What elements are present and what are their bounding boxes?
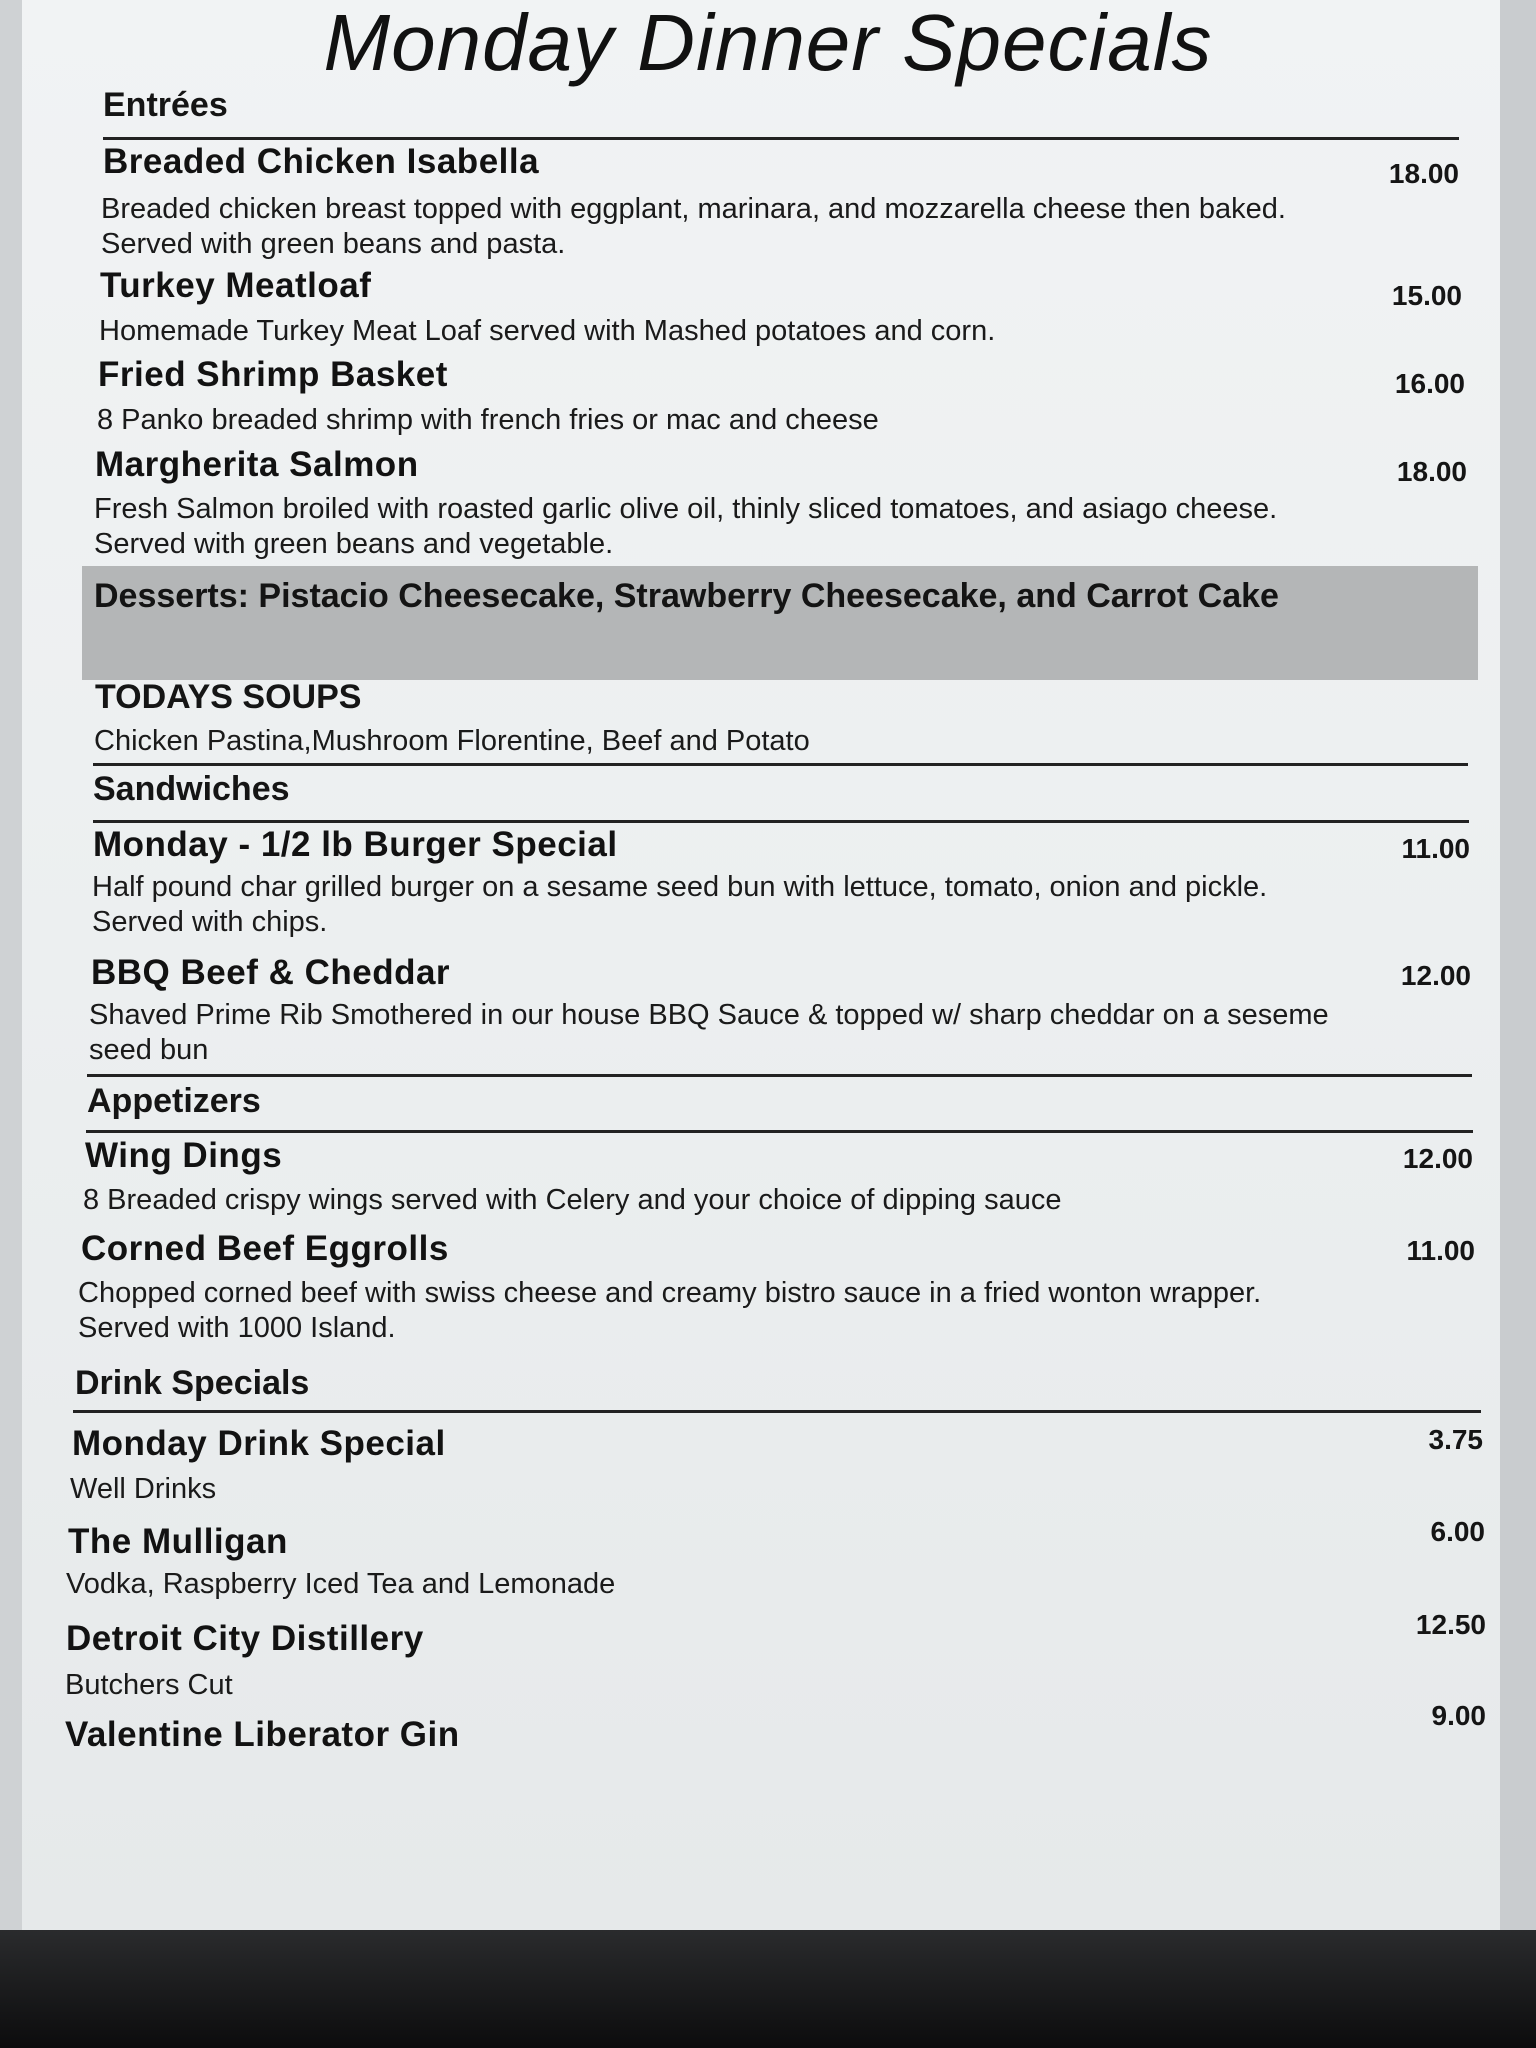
item-name: Breaded Chicken Isabella <box>103 142 540 181</box>
item-price: 18.00 <box>1396 456 1467 487</box>
section-heading-entrees: Entrées <box>103 86 228 124</box>
item-description: Fresh Salmon broiled with roasted garlic olive oil, thinly sliced tomatoes, and asiago cheese. Served with green beans and vegetable. <box>94 493 1278 560</box>
desserts-text: Desserts: Pistacio Cheesecake, Strawberry Cheesecake, and Carrot Cake <box>94 577 1279 615</box>
right-background-strip <box>1499 0 1536 1930</box>
section-divider <box>73 1410 1481 1413</box>
section-heading-drinks: Drink Specials <box>75 1364 310 1402</box>
table-surface <box>0 1930 1536 2048</box>
section-divider <box>103 137 1459 140</box>
item-description: 8 Panko breaded shrimp with french fries or mac and cheese <box>97 404 879 436</box>
item-name: Fried Shrimp Basket <box>98 355 448 394</box>
item-price: 12.50 <box>1415 1609 1486 1640</box>
section-divider <box>86 1130 1473 1133</box>
item-description: Well Drinks <box>70 1473 217 1505</box>
item-price: 16.00 <box>1394 368 1465 399</box>
item-price: 11.00 <box>1406 1235 1475 1266</box>
section-divider <box>87 1074 1472 1077</box>
item-name: Turkey Meatloaf <box>100 266 372 305</box>
item-price: 3.75 <box>1428 1424 1483 1455</box>
section-divider <box>93 820 1469 823</box>
item-name: The Mulligan <box>68 1522 288 1561</box>
section-heading-soups: TODAYS SOUPS <box>95 678 362 716</box>
left-background-strip <box>0 0 22 1930</box>
item-name: Monday - 1/2 lb Burger Special <box>93 825 618 864</box>
item-price: 18.00 <box>1388 158 1459 189</box>
item-price: 15.00 <box>1391 280 1462 311</box>
item-description: Butchers Cut <box>65 1669 233 1701</box>
desserts-banner <box>82 566 1478 680</box>
item-name: BBQ Beef & Cheddar <box>91 953 451 992</box>
item-price: 12.00 <box>1402 1143 1473 1174</box>
item-description: Shaved Prime Rib Smothered in our house BBQ Sauce & topped w/ sharp cheddar on a seseme seed bun <box>89 999 1329 1066</box>
item-name: Valentine Liberator Gin <box>65 1715 460 1754</box>
item-name: Wing Dings <box>85 1136 283 1175</box>
item-description: Half pound char grilled burger on a sesame seed bun with lettuce, tomato, onion and pickle. Served with chips. <box>92 871 1268 938</box>
item-name: Monday Drink Special <box>72 1424 446 1463</box>
item-price: 11.00 <box>1401 833 1470 864</box>
item-description: 8 Breaded crispy wings served with Celery and your choice of dipping sauce <box>83 1184 1062 1216</box>
section-divider <box>93 763 1468 766</box>
item-description: Homemade Turkey Meat Loaf served with Mashed potatoes and corn. <box>99 315 996 347</box>
item-name: Margherita Salmon <box>95 445 419 484</box>
item-name: Detroit City Distillery <box>66 1619 424 1658</box>
item-price: 9.00 <box>1431 1700 1486 1731</box>
item-description: Breaded chicken breast topped with eggplant, marinara, and mozzarella cheese then baked. Served with green beans and pasta. <box>101 193 1286 260</box>
soups-list: Chicken Pastina,Mushroom Florentine, Beef and Potato <box>94 725 810 757</box>
item-description: Vodka, Raspberry Iced Tea and Lemonade <box>66 1568 616 1600</box>
section-heading-appetizers: Appetizers <box>87 1082 261 1120</box>
item-price: 6.00 <box>1430 1516 1485 1547</box>
item-name: Corned Beef Eggrolls <box>81 1229 449 1268</box>
menu-title: Monday Dinner Specials <box>323 0 1213 87</box>
section-heading-sandwiches: Sandwiches <box>93 770 290 808</box>
item-price: 12.00 <box>1400 960 1471 991</box>
item-description: Chopped corned beef with swiss cheese and creamy bistro sauce in a fried wonton wrapper. Served with 1000 Island. <box>78 1277 1262 1344</box>
